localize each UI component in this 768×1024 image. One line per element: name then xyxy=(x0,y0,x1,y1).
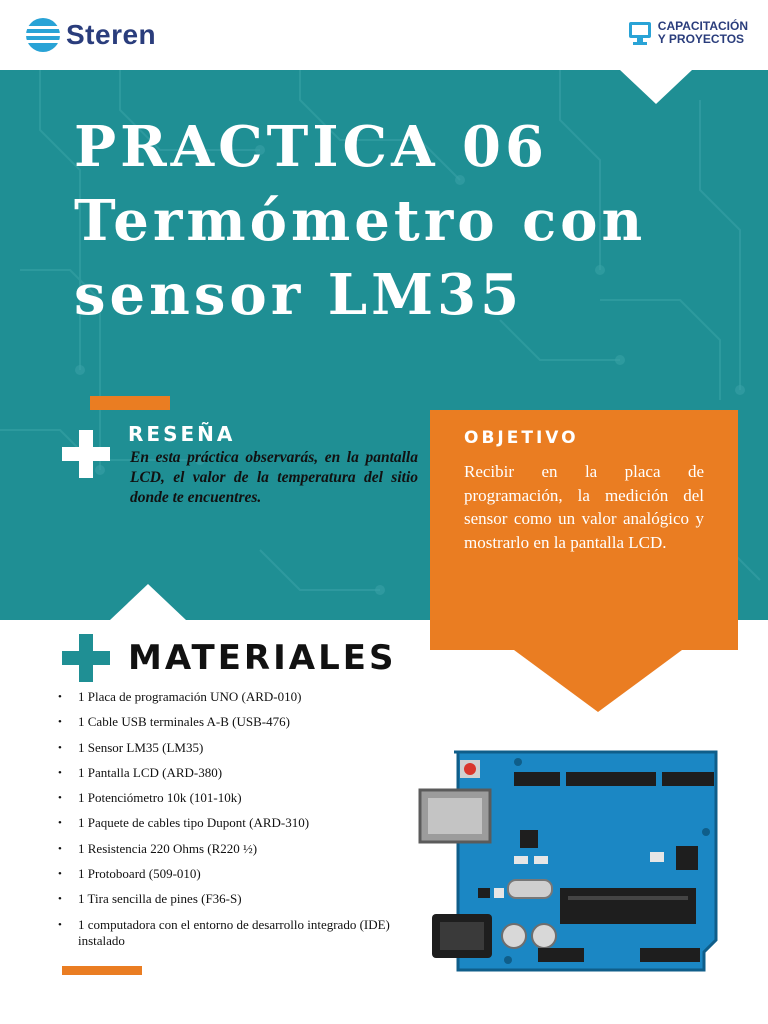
header-notch xyxy=(620,70,692,104)
plus-icon xyxy=(62,634,110,682)
cap-line1: CAPACITACIÓN xyxy=(657,19,748,33)
steren-logo-icon xyxy=(24,16,62,54)
list-item: • 1 Resistencia 220 Ohms (R220 ½) xyxy=(58,841,398,857)
orange-divider xyxy=(90,396,170,410)
monitor-icon xyxy=(628,20,652,46)
title-line-1: PRACTICA 06 xyxy=(74,114,548,180)
objetivo-heading: OBJETIVO xyxy=(464,428,579,448)
list-item: • 1 Paquete de cables tipo Dupont (ARD-310) xyxy=(58,815,398,831)
resena-heading: RESEÑA xyxy=(128,422,236,446)
capacitacion-logo xyxy=(628,20,748,46)
materiales-heading: MATERIALES xyxy=(128,638,397,678)
page-header xyxy=(0,0,768,70)
list-item: • 1 Placa de programación UNO (ARD-010) xyxy=(58,689,398,705)
brand-name: Steren xyxy=(66,19,157,50)
title-line-3: sensor LM35 xyxy=(74,262,524,328)
objetivo-text: Recibir en la placa de programación, la medición del sensor como un valor analógico y mostrarlo en la pantalla LCD. xyxy=(464,462,704,552)
arduino-board-illustration xyxy=(418,748,720,974)
materiales-list xyxy=(58,689,398,958)
title-line-2: Termómetro con xyxy=(74,188,647,254)
cap-line2: Y PROYECTOS xyxy=(657,32,745,46)
list-item: • 1 Pantalla LCD (ARD-380) xyxy=(58,765,398,781)
resena-text: En esta práctica observarás, en la pantalla LCD, el valor de la temperatura del sitio donde te encuentres. xyxy=(130,449,418,506)
hero-bottom-notch xyxy=(110,584,186,620)
list-item: • 1 Cable USB terminales A-B (USB-476) xyxy=(58,714,398,730)
list-item: • 1 Potenciómetro 10k (101-10k) xyxy=(58,790,398,806)
objetivo-arrow xyxy=(514,650,682,712)
list-item: • 1 Protoboard (509-010) xyxy=(58,866,398,882)
steren-logo xyxy=(24,16,156,54)
page-title xyxy=(74,110,646,332)
list-item: • 1 Sensor LM35 (LM35) xyxy=(58,740,398,756)
list-item: • 1 Tira sencilla de pines (F36-S) xyxy=(58,891,398,907)
plus-icon xyxy=(62,430,110,478)
list-item: • 1 computadora con el entorno de desarrollo integrado (IDE) instalado xyxy=(58,917,398,949)
orange-divider-bottom xyxy=(62,966,142,975)
